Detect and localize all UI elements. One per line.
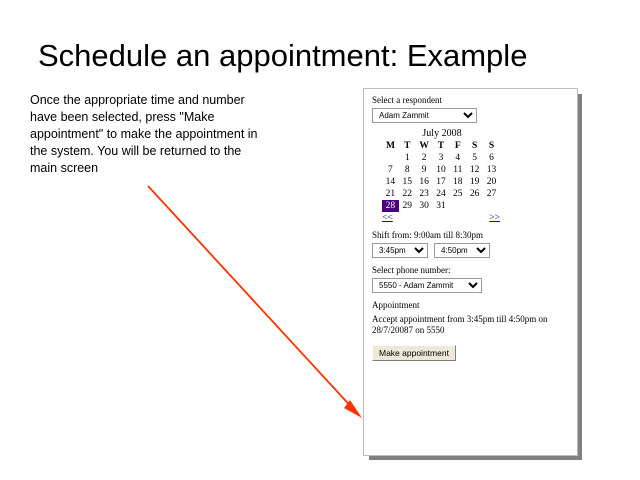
- calendar-day[interactable]: 30: [419, 201, 429, 211]
- calendar-weekday: M: [385, 141, 395, 151]
- calendar-header-row: [382, 140, 500, 152]
- respondent-select[interactable]: [372, 108, 477, 123]
- page-title: Schedule an appointment: Example: [38, 38, 528, 73]
- calendar-day[interactable]: 15: [402, 177, 413, 187]
- time-range-row: [372, 243, 569, 258]
- appointment-heading: Appointment: [372, 300, 420, 310]
- calendar-day[interactable]: 17: [436, 177, 446, 187]
- calendar-day-selected[interactable]: 28: [382, 200, 399, 212]
- calendar-day[interactable]: 11: [453, 165, 463, 175]
- calendar-week-row: [382, 188, 500, 200]
- calendar-day[interactable]: 21: [385, 189, 396, 199]
- calendar-week-row: [382, 152, 500, 164]
- calendar: [382, 128, 502, 223]
- calendar-prev-link[interactable]: <<: [382, 213, 393, 223]
- appointment-summary: Accept appointment from 3:45pm till 4:50pm on 28/7/20087 on 5550: [372, 314, 548, 335]
- calendar-day[interactable]: 25: [453, 189, 463, 199]
- calendar-day[interactable]: [483, 200, 500, 212]
- calendar-day[interactable]: 3: [438, 153, 444, 163]
- calendar-day[interactable]: 4: [455, 153, 461, 163]
- calendar-weekday: T: [404, 141, 411, 151]
- time-from-select[interactable]: [372, 243, 428, 258]
- calendar-weekday: S: [471, 141, 478, 151]
- calendar-day[interactable]: 26: [469, 189, 480, 199]
- calendar-day[interactable]: 23: [419, 189, 429, 199]
- application-screenshot: [363, 88, 578, 456]
- calendar-week-row: [382, 164, 500, 176]
- calendar-day[interactable]: 20: [486, 177, 497, 187]
- calendar-weekday: F: [454, 141, 461, 151]
- calendar-week-row: [382, 176, 500, 188]
- calendar-day[interactable]: 12: [469, 165, 480, 175]
- callout-text: Once the appropriate time and number have been selected, press "Make appointment" to make the appointment in the system. You will be returned to the main screen: [30, 93, 258, 175]
- calendar-day[interactable]: 9: [421, 165, 427, 175]
- phone-label: Select phone number:: [372, 265, 451, 275]
- calendar-month-label: July 2008: [422, 128, 462, 139]
- shift-hours-label: Shift from: 9:00am till 8:30pm: [372, 230, 483, 240]
- calendar-day[interactable]: 6: [489, 153, 494, 163]
- calendar-day[interactable]: 27: [486, 189, 497, 199]
- calendar-day[interactable]: 2: [421, 153, 427, 163]
- calendar-nav: [382, 213, 500, 223]
- make-appointment-button[interactable]: Make appointment: [372, 345, 456, 361]
- calendar-day[interactable]: 29: [402, 201, 413, 211]
- calendar-day[interactable]: 8: [404, 165, 410, 175]
- phone-select[interactable]: [372, 278, 482, 293]
- calendar-day[interactable]: 18: [453, 177, 463, 187]
- calendar-day[interactable]: 1: [404, 153, 410, 163]
- calendar-weekday: W: [419, 141, 429, 151]
- calendar-day[interactable]: 24: [436, 189, 446, 199]
- calendar-day[interactable]: 13: [486, 165, 497, 175]
- calendar-weekday: S: [488, 141, 495, 151]
- calendar-day[interactable]: [382, 152, 399, 164]
- calendar-day[interactable]: 7: [388, 165, 393, 175]
- respondent-label: Select a respondent: [372, 95, 442, 105]
- calendar-day[interactable]: [466, 200, 483, 212]
- calendar-day[interactable]: 10: [436, 165, 446, 175]
- calendar-day[interactable]: 16: [419, 177, 429, 187]
- calendar-day[interactable]: 31: [436, 201, 446, 211]
- calendar-week-row: [382, 200, 500, 212]
- time-to-select[interactable]: [434, 243, 490, 258]
- calendar-day[interactable]: 19: [469, 177, 480, 187]
- calendar-day[interactable]: 5: [472, 153, 478, 163]
- calendar-day[interactable]: 22: [402, 189, 413, 199]
- calendar-day[interactable]: [449, 200, 466, 212]
- calendar-day[interactable]: 14: [385, 177, 396, 187]
- calendar-next-link[interactable]: >>: [489, 213, 500, 223]
- calendar-weekday: T: [437, 141, 445, 151]
- calendar-table: [382, 140, 500, 212]
